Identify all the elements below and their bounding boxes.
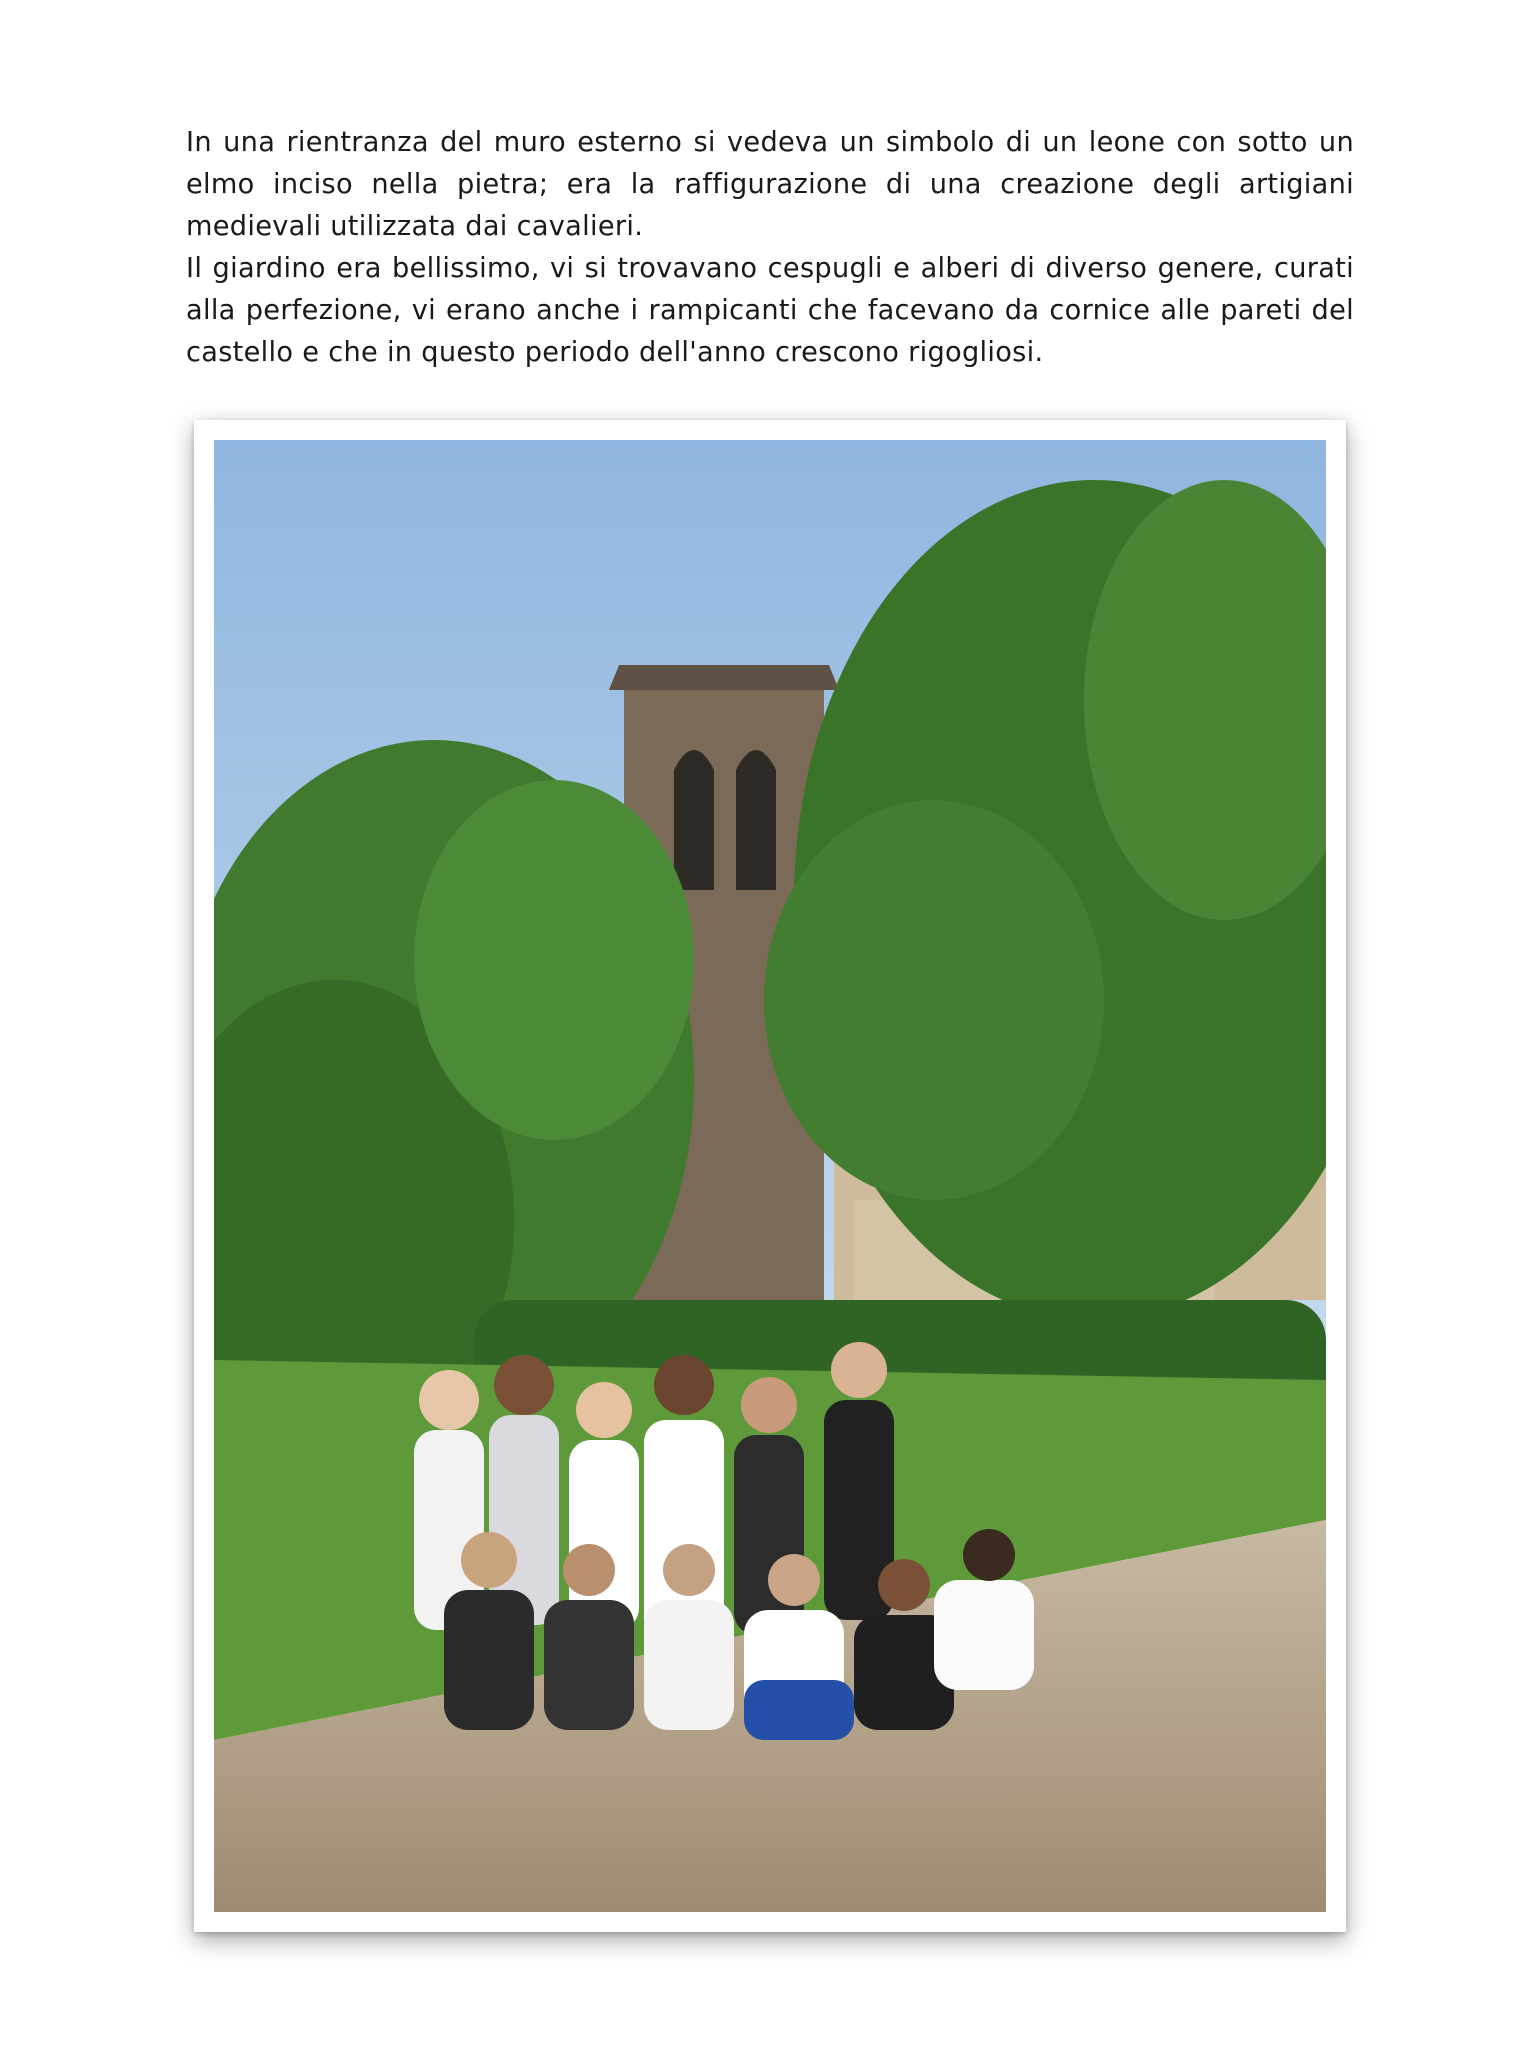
paragraph-1: In una rientranza del muro esterno si vedeva un simbolo di un leone con sotto un elmo inciso nella pietra; era la raffigurazione di una creazione degli artigiani medievali utilizzata dai cavalieri.	[186, 127, 1354, 242]
group-photo	[214, 440, 1326, 1912]
body-text	[186, 122, 1354, 374]
photo-illustration	[214, 440, 1326, 1912]
paragraph-2: Il giardino era bellissimo, vi si trovavano cespugli e alberi di diverso genere, curati alla perfezione, vi erano anche i rampicanti che facevano da cornice alle pareti del castello e che in questo periodo dell'anno crescono rigogliosi.	[186, 253, 1354, 368]
photo-frame	[194, 420, 1346, 1932]
